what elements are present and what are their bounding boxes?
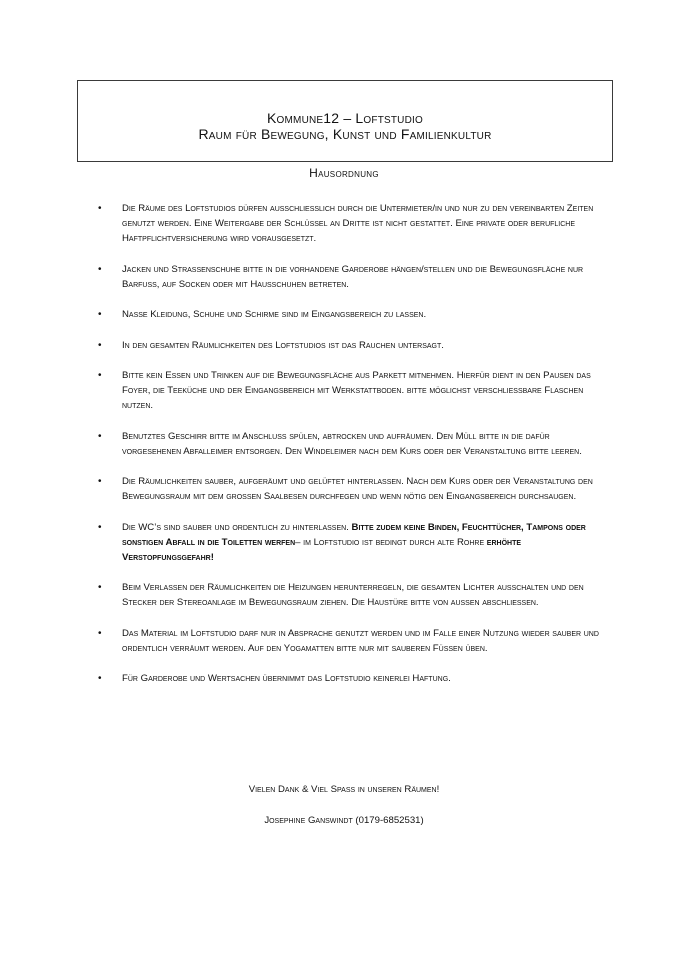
rule-text-emphasis: Bitte zudem keine Binden, Feuchttücher, Tampons oder sonstigen Abfall in die Toiletten werfen (122, 521, 586, 548)
header-subtitle: Raum für Bewegung, Kunst und Familienkultur (198, 126, 492, 142)
rule-item (98, 368, 608, 413)
header-box (77, 80, 613, 162)
bullet-icon: • (98, 476, 102, 487)
bullet-icon: • (98, 673, 102, 684)
rule-text-wc (122, 522, 586, 563)
bullet-icon: • (98, 370, 102, 381)
bullet-icon: • (98, 521, 102, 533)
rule-text: Die Räumlichkeiten sauber, aufgeräumt und gelüftet hinterlassen. Nach dem Kurs oder der Veranstaltung den Bewegungsraum mit dem grossen Saalbesen durchfegen und wenn nötig den Eingangsbereich durchsaugen. (122, 476, 593, 502)
bullet-icon: • (98, 203, 102, 214)
rule-text: Nasse Kleidung, Schuhe und Schirme sind im Eingangsbereich zu lassen. (122, 309, 427, 320)
rule-item (98, 201, 608, 246)
rule-text: Jacken und Strassenschuhe bitte in die vorhandene Garderobe hängen/stellen und die Bewegungsfläche nur Barfuss, auf Socken oder mit Hausschuhen betreten. (122, 263, 584, 290)
rule-item (98, 307, 608, 322)
rule-item (98, 671, 608, 686)
bullet-icon: • (98, 582, 102, 593)
rule-text: In den gesamten Räumlichkeiten des Loftstudios ist das Rauchen untersagt. (122, 339, 444, 351)
rule-text: Für Garderobe und Wertsachen übernimmt das Loftstudio keinerlei Haftung. (122, 673, 451, 684)
rule-text-emphasis: erhöhte Verstopfungsgefahr! (122, 536, 522, 563)
rule-text: Bitte kein Essen und Trinken auf die Bewegungsfläche aus Parkett mitnehmen. Hierfür dient in den Pausen das Foyer, die Teeküche und der Eingangsbereich mit Werkstattboden. bitte möglichst verschliessbare Flaschen nutzen. (122, 370, 591, 411)
rule-text: Die Räume des Loftstudios dürfen ausschliesslich durch die Untermieter/in und nur zu den vereinbarten Zeiten genutzt werden. Eine Weitergabe der Schlüssel an Dritte ist nicht gestattet. Eine private oder berufliche Haftpflichtversicherung wird vorausgesetzt. (122, 203, 594, 244)
rule-item (98, 474, 608, 504)
bullet-icon: • (98, 627, 102, 639)
rule-item (98, 626, 608, 656)
rule-text-part: Die WC’s sind sauber und ordentlich zu hinterlassen. (122, 521, 352, 533)
rule-text: Benutztes Geschirr bitte im Anschluss spülen, abtrocken und aufräumen. Den Müll bitte in die dafür vorgesehenen Abfalleimer entsorgen. Den Windeleimer nach dem Kurs oder der Veranstaltung bitte leeren. (122, 430, 582, 457)
document-title: Hausordnung (309, 166, 379, 180)
footer-thanks: Vielen Dank & Viel Spass in unseren Räumen! (248, 784, 440, 795)
header-title: Kommune12 – Loftstudio (267, 110, 423, 126)
rules-list (98, 201, 608, 702)
footer-contact: Josephine Ganswindt (0179-6852531) (264, 815, 424, 826)
rule-item (98, 262, 608, 292)
bullet-icon: • (98, 309, 102, 320)
rule-text-part: – im Loftstudio ist bedingt durch alte Rohre (295, 536, 487, 548)
bullet-icon: • (98, 339, 102, 351)
rule-text: Beim Verlassen der Räumlichkeiten die Heizungen herunterregeln, die gesamten Lichter ausschalten und den Stecker der Stereoanlage im Bewegungsraum ziehen. Die Haustüre bitte von aussen abschliessen. (122, 582, 584, 608)
rule-text: Das Material im Loftstudio darf nur in Absprache genutzt werden und im Falle einer Nutzung wieder sauber und ordentlich verräumt werden. Auf den Yogamatten bitte nur mit sauberen Füssen üben. (122, 627, 599, 654)
rule-item (98, 580, 608, 610)
rule-item (98, 338, 608, 353)
rule-item (98, 520, 608, 565)
rule-item (98, 429, 608, 459)
bullet-icon: • (98, 430, 102, 442)
bullet-icon: • (98, 263, 102, 275)
